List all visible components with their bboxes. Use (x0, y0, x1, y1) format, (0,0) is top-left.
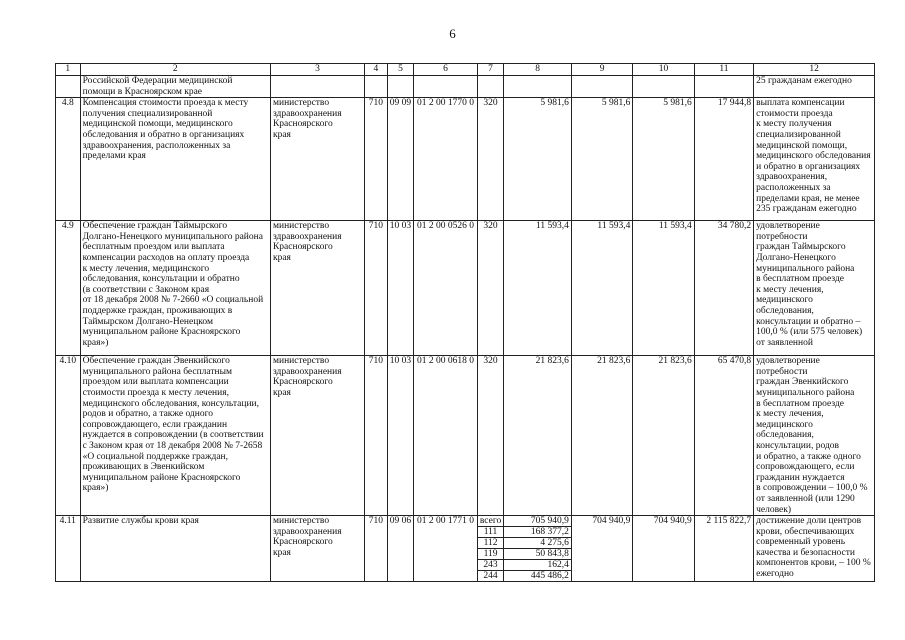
y1-item: 705 940,9 (530, 516, 569, 527)
cell-num: 4.8 (56, 98, 81, 221)
cell-y1: 11 593,4 (504, 221, 572, 356)
y1-item: 445 486,2 (504, 570, 571, 581)
col-header: 2 (80, 64, 270, 76)
cell-y3: 11 593,4 (633, 221, 694, 356)
col-header: 6 (414, 64, 477, 76)
y1-item: 50 843,8 (504, 548, 571, 559)
cell-result: удовлетворение потребности граждан Таймырского Долгано-Ненецкого муниципального района в бесплатном проезде к месту лечения, медицинского обследования, консультации и обратно – 100,0 % (или 575 человек) от заявленной (754, 221, 875, 356)
cell-grbs: 710 (365, 516, 388, 582)
cell-rzpr: 10 03 (387, 221, 414, 356)
cell-csr: 01 2 00 1771 0 (414, 516, 477, 582)
cell-y3: 704 940,9 (633, 516, 694, 582)
vr-item: 244 (478, 570, 504, 581)
cell-grbs: 710 (365, 98, 388, 221)
table-row (56, 98, 875, 221)
program-activities-table (55, 63, 875, 582)
cell-y1: 21 823,6 (504, 356, 572, 516)
cell-y3: 21 823,6 (633, 356, 694, 516)
page-number: 6 (449, 26, 456, 41)
col-header: 1 (56, 64, 81, 76)
cell-result: удовлетворение потребности граждан Эвенкийского муниципального района в бесплатном проезде к месту лечения, медицинского обследования, консультации, родов и обратно, а также одного сопровождающего, если гражданин нуждается в сопровождении – 100,0 % от заявленной (или 1290 человек) (754, 356, 875, 516)
cell-result: выплата компенсации стоимости проезда к месту получения специализированной медицинской помощи, медицинского обследования и обратно в организациях здравоохранения, расположенных за пределами края, не менее 235 гражданам ежегодно (754, 98, 875, 221)
cell-ministry: министерство здравоохранения Красноярского края (270, 356, 364, 516)
vr-item: 119 (478, 548, 504, 559)
col-header: 10 (633, 64, 694, 76)
cell-grbs: 710 (365, 356, 388, 516)
y1-item: 168 377,2 (504, 526, 571, 537)
cell-name: Обеспечение граждан Таймырского Долгано-Ненецкого муниципального района бесплатным проездом или выплата компенсации расходов на оплату проезда к месту лечения, медицинского обследования, консультации и обратно (в соответствии с Законом края от 18 декабря 2008 № 7-2660 «О социальной поддержке граждан, проживающих в Таймырском Долгано-Ненецком муниципальном районе Красноярского края») (80, 221, 270, 356)
cell-y2: 5 981,6 (571, 98, 632, 221)
vr-item: 243 (478, 559, 504, 570)
cell-ministry: министерство здравоохранения Красноярского края (270, 98, 364, 221)
cell-y3: 5 981,6 (633, 98, 694, 221)
table-row (56, 516, 875, 582)
cell-rzpr: 09 09 (387, 98, 414, 221)
cell-total: 65 470,8 (694, 356, 753, 516)
col-header: 5 (387, 64, 414, 76)
cell-ministry: министерство здравоохранения Красноярского края (270, 221, 364, 356)
y1-item: 4 275,6 (504, 537, 571, 548)
cell-name: Российской Федерации медицинской помощи в Красноярском крае (80, 76, 270, 98)
col-header: 8 (504, 64, 572, 76)
cell-vr-breakdown (477, 516, 504, 582)
table-row (56, 221, 875, 356)
col-header: 3 (270, 64, 364, 76)
cell-csr: 01 2 00 0526 0 (414, 221, 477, 356)
vr-item: всего (479, 516, 502, 527)
cell-y2: 11 593,4 (571, 221, 632, 356)
column-number-row (56, 64, 875, 76)
cell-vr: 320 (477, 98, 504, 221)
cell-num: 4.11 (56, 516, 81, 582)
col-header: 7 (477, 64, 504, 76)
vr-item: 112 (478, 537, 504, 548)
cell-total: 34 780,2 (694, 221, 753, 356)
cell-rzpr: 10 03 (387, 356, 414, 516)
cell-name: Компенсация стоимости проезда к месту получения специализированной медицинской помощи, медицинского обследования и обратно в организациях здравоохранения, расположенных за пределами края (80, 98, 270, 221)
table-row (56, 356, 875, 516)
cell-y2: 21 823,6 (571, 356, 632, 516)
col-header: 4 (365, 64, 388, 76)
cell-vr: 320 (477, 221, 504, 356)
cell-num: 4.10 (56, 356, 81, 516)
cell-y1: 5 981,6 (504, 98, 572, 221)
vr-item: 111 (478, 526, 504, 537)
col-header: 9 (571, 64, 632, 76)
cell-rzpr: 09 06 (387, 516, 414, 582)
cell-total: 17 944,8 (694, 98, 753, 221)
cell-y1-breakdown (504, 516, 572, 582)
cell-total: 2 115 822,7 (694, 516, 753, 582)
col-header: 11 (694, 64, 753, 76)
cell-y2: 704 940,9 (571, 516, 632, 582)
cell-result: достижение доли центров крови, обеспечивающих современный уровень качества и безопасности компонентов крови, – 100 % ежегодно (754, 516, 875, 582)
continuation-row (56, 76, 875, 98)
cell-grbs: 710 (365, 221, 388, 356)
cell-result: 25 гражданам ежегодно (754, 76, 875, 98)
cell-name: Обеспечение граждан Эвенкийского муниципального района бесплатным проездом или выплата компенсации стоимости проезда к месту лечения, медицинского обследования, консультации, родов и обратно, а также одного сопровождающего, если гражданин нуждается в сопровождении (в соответствии с Законом края от 18 декабря 2008 № 7-2658 «О социальной поддержке граждан, проживающих в Эвенкийском муниципальном районе Красноярского края») (80, 356, 270, 516)
cell-num: 4.9 (56, 221, 81, 356)
cell-vr: 320 (477, 356, 504, 516)
col-header: 12 (754, 64, 875, 76)
cell-csr: 01 2 00 1770 0 (414, 98, 477, 221)
cell-csr: 01 2 00 0618 0 (414, 356, 477, 516)
y1-item: 162,4 (504, 559, 571, 570)
cell-name: Развитие службы крови края (80, 516, 270, 582)
cell-ministry: министерство здравоохранения Красноярского края (270, 516, 364, 582)
